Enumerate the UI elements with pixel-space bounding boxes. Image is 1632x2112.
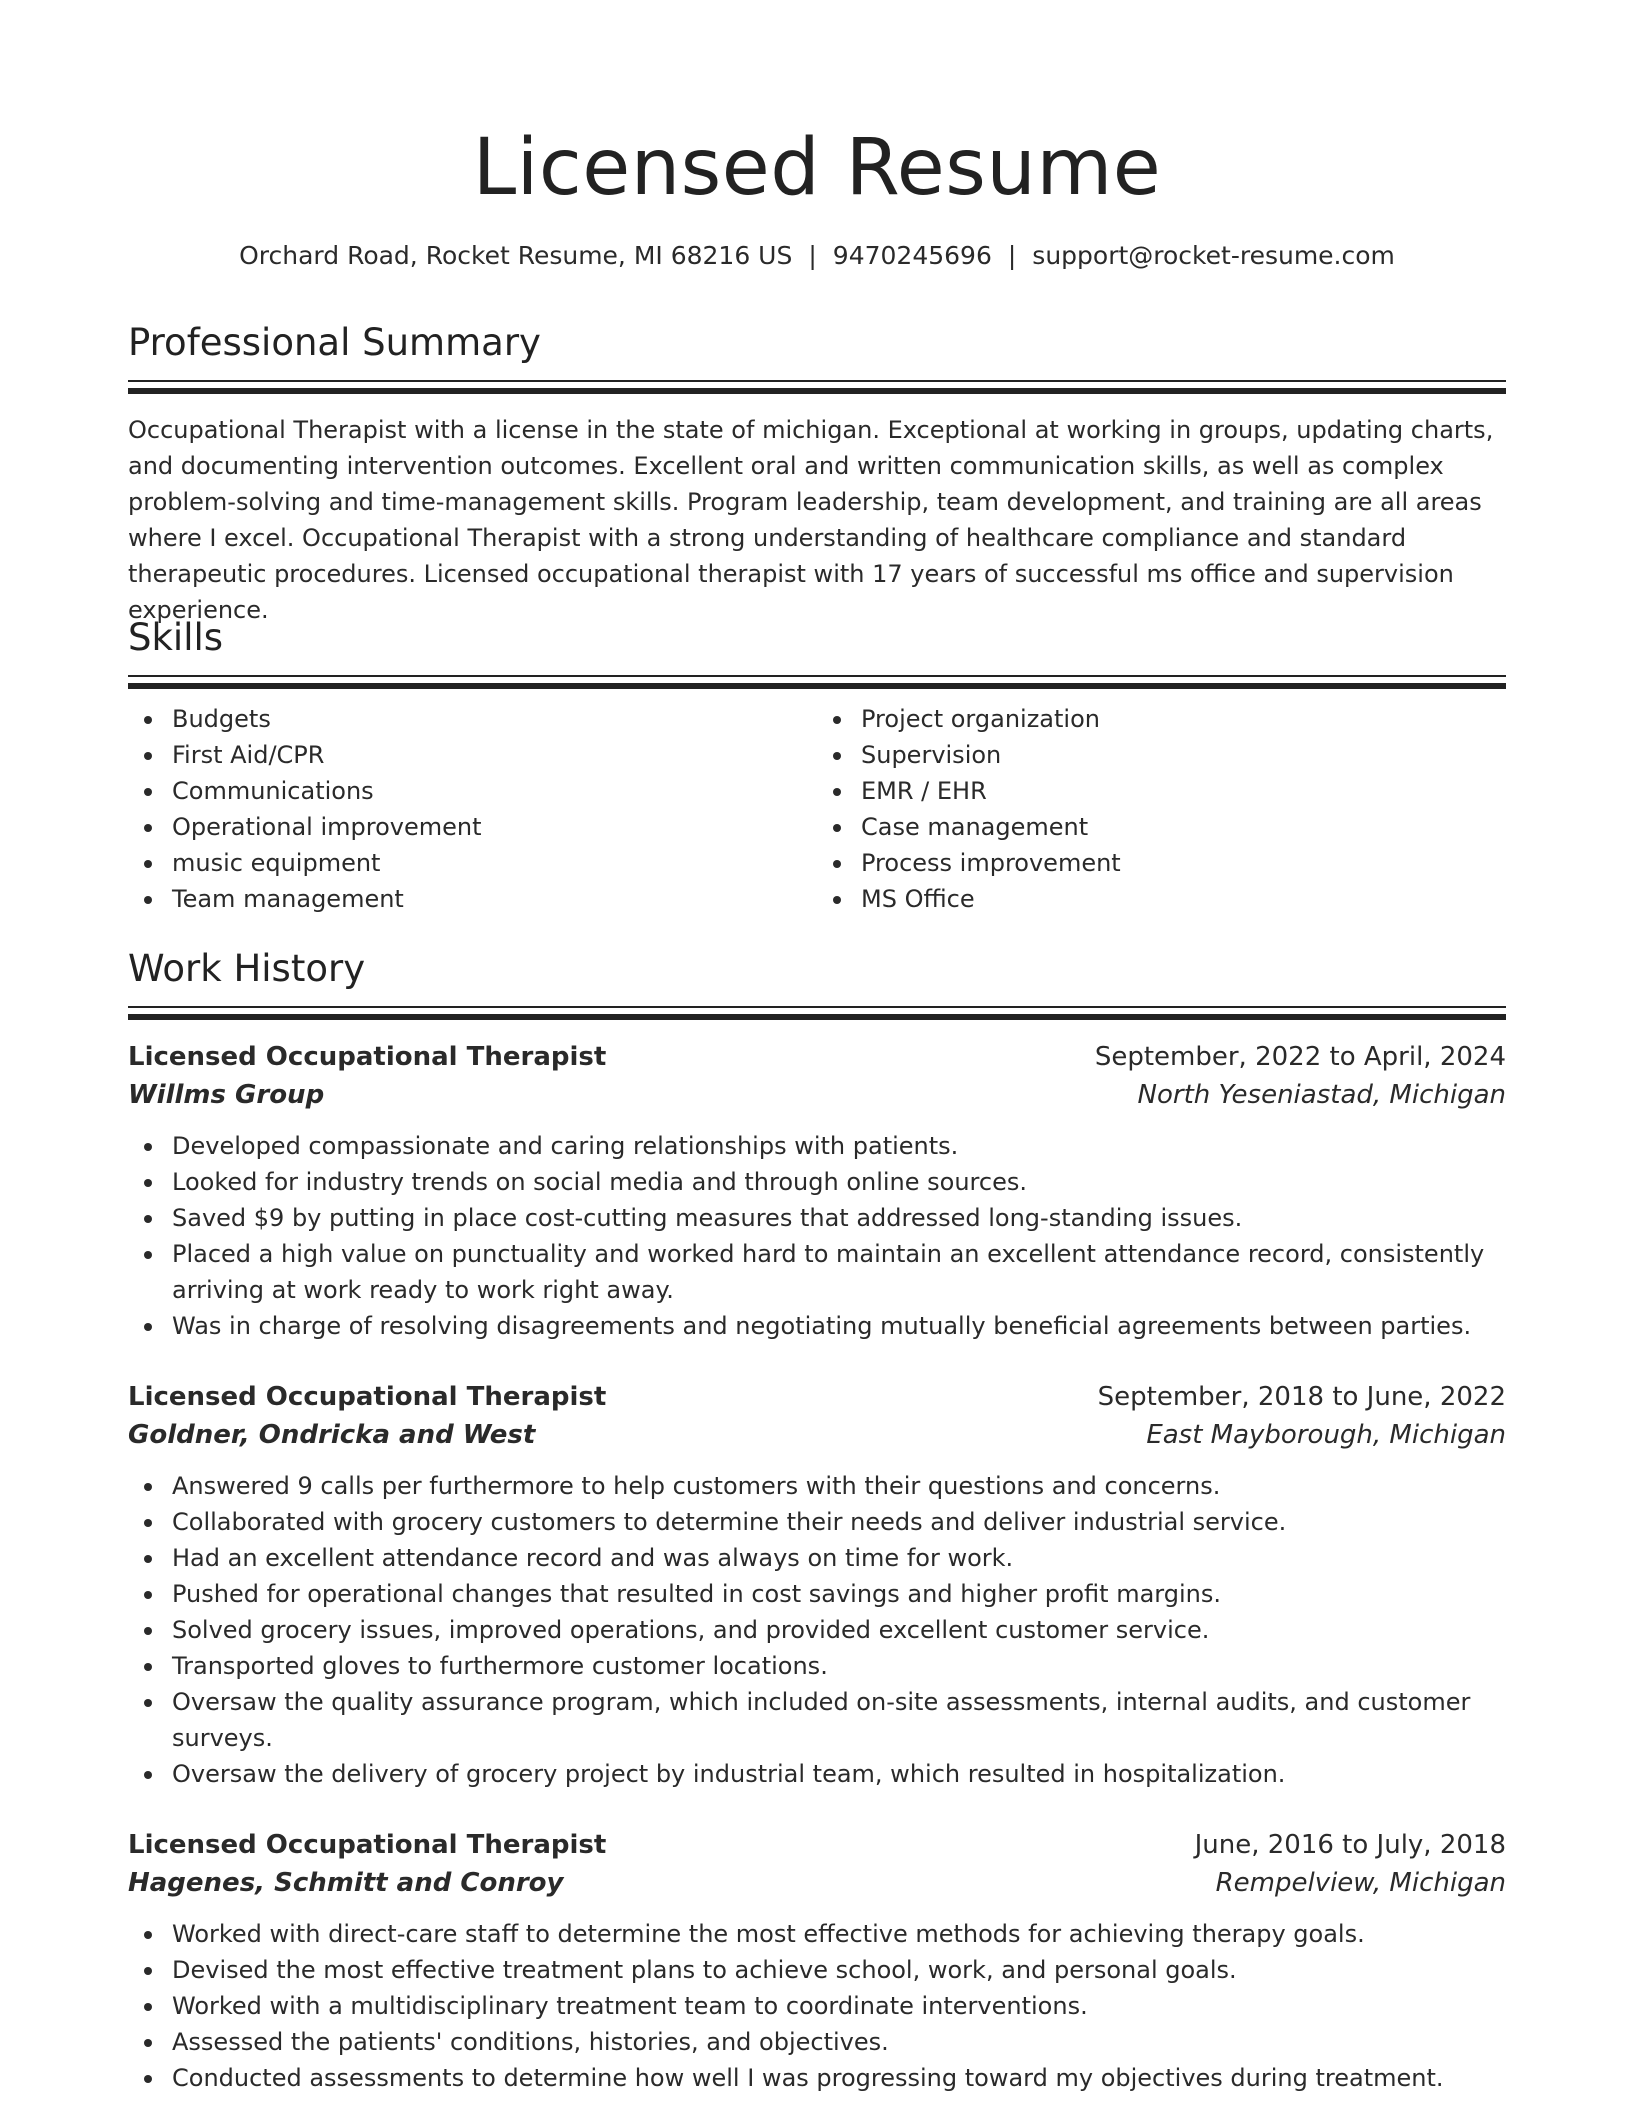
skill-item: EMR / EHR	[861, 773, 1506, 809]
job-bullet: Was in charge of resolving disagreements and negotiating mutually beneficial agreements between parties.	[172, 1308, 1506, 1344]
contact-email: support@rocket-resume.com	[1032, 241, 1395, 270]
job-bullet: Had an excellent attendance record and was always on time for work.	[172, 1540, 1506, 1576]
skill-item: Communications	[172, 773, 817, 809]
summary-heading: Professional Summary	[128, 321, 541, 364]
job-subheader	[128, 1416, 1506, 1454]
skill-item: Project organization	[861, 701, 1506, 737]
job-bullets	[128, 1128, 1506, 1344]
contact-separator: |	[808, 241, 817, 270]
job-location: North Yeseniastad, Michigan	[1137, 1080, 1506, 1110]
job-entry	[128, 1038, 1506, 1344]
job-bullet: Oversaw the delivery of grocery project by industrial team, which resulted in hospitalization.	[172, 1756, 1506, 1792]
summary-text: Occupational Therapist with a license in the state of michigan. Exceptional at working in groups, updating charts, and documenting intervention outcomes. Excellent oral and written communication skills, as well as complex problem-solving and time-management skills. Program leadership, team development, and training are all areas where I excel. Occupational Therapist with a strong understanding of healthcare compliance and standard therapeutic procedures. Licensed occupational therapist with 17 years of successful ms office and supervision experience.	[128, 416, 1494, 624]
job-entry	[128, 1378, 1506, 1792]
job-company: Goldner, Ondricka and West	[128, 1420, 536, 1450]
job-header	[128, 1378, 1506, 1416]
job-dates: September, 2018 to June, 2022	[1097, 1382, 1506, 1412]
job-bullet: Conducted assessments to determine how well I was progressing toward my objectives during treatment.	[172, 2060, 1506, 2096]
job-bullet: Solved grocery issues, improved operations, and provided excellent customer service.	[172, 1612, 1506, 1648]
summary-section	[128, 318, 1506, 628]
skills-list-left	[128, 701, 817, 917]
job-bullet: Developed compassionate and caring relationships with patients.	[172, 1128, 1506, 1164]
skills-heading: Skills	[128, 616, 224, 659]
job-company: Willms Group	[128, 1080, 325, 1110]
job-bullet: Saved $9 by putting in place cost-cutting measures that addressed long-standing issues.	[172, 1200, 1506, 1236]
job-bullet: Pushed for operational changes that resulted in cost savings and higher profit margins.	[172, 1576, 1506, 1612]
work-history-section	[128, 944, 1506, 2096]
section-divider	[128, 675, 1506, 677]
skill-item: music equipment	[172, 845, 817, 881]
contact-line	[128, 238, 1506, 274]
job-bullet: Devised the most effective treatment plans to achieve school, work, and personal goals.	[172, 1952, 1506, 1988]
job-title: Licensed Occupational Therapist	[128, 1042, 607, 1072]
job-subheader	[128, 1864, 1506, 1902]
job-bullet: Worked with direct-care staff to determine the most effective methods for achieving therapy goals.	[172, 1916, 1506, 1952]
contact-phone: 9470245696	[832, 241, 992, 270]
job-location: Rempelview, Michigan	[1215, 1868, 1506, 1898]
skill-item: Supervision	[861, 737, 1506, 773]
section-divider-thick	[128, 683, 1506, 689]
job-bullet: Worked with a multidisciplinary treatment team to coordinate interventions.	[172, 1988, 1506, 2024]
skill-item: Team management	[172, 881, 817, 917]
job-company: Hagenes, Schmitt and Conroy	[128, 1868, 564, 1898]
job-bullet: Assessed the patients' conditions, histories, and objectives.	[172, 2024, 1506, 2060]
job-bullet: Looked for industry trends on social media and through online sources.	[172, 1164, 1506, 1200]
job-header	[128, 1826, 1506, 1864]
job-entry	[128, 1826, 1506, 2096]
job-location: East Mayborough, Michigan	[1146, 1420, 1506, 1450]
section-divider	[128, 380, 1506, 382]
skill-item: Case management	[861, 809, 1506, 845]
job-bullet: Placed a high value on punctuality and worked hard to maintain an excellent attendance record, consistently arriving at work ready to work right away.	[172, 1236, 1506, 1308]
skills-list-right	[817, 701, 1506, 917]
contact-address: Orchard Road, Rocket Resume, MI 68216 US	[239, 241, 793, 270]
job-bullet: Answered 9 calls per furthermore to help customers with their questions and concerns.	[172, 1468, 1506, 1504]
section-divider	[128, 1006, 1506, 1008]
resume-name: Licensed Resume	[472, 123, 1162, 213]
job-bullets	[128, 1916, 1506, 2096]
skills-grid	[128, 701, 1506, 917]
skill-item: Process improvement	[861, 845, 1506, 881]
skill-item: Budgets	[172, 701, 817, 737]
job-bullet: Collaborated with grocery customers to determine their needs and deliver industrial service.	[172, 1504, 1506, 1540]
job-bullets	[128, 1468, 1506, 1792]
skills-section	[128, 613, 1506, 917]
skill-item: First Aid/CPR	[172, 737, 817, 773]
job-header	[128, 1038, 1506, 1076]
job-subheader	[128, 1076, 1506, 1114]
work-history-heading: Work History	[128, 947, 366, 990]
job-bullet: Oversaw the quality assurance program, which included on-site assessments, internal audits, and customer surveys.	[172, 1684, 1506, 1756]
job-dates: September, 2022 to April, 2024	[1094, 1042, 1506, 1072]
job-title: Licensed Occupational Therapist	[128, 1382, 607, 1412]
contact-separator: |	[1007, 241, 1017, 270]
skill-item: Operational improvement	[172, 809, 817, 845]
job-bullet: Transported gloves to furthermore customer locations.	[172, 1648, 1506, 1684]
job-title: Licensed Occupational Therapist	[128, 1830, 607, 1860]
job-dates: June, 2016 to July, 2018	[1194, 1830, 1506, 1860]
skill-item: MS Office	[861, 881, 1506, 917]
section-divider-thick	[128, 388, 1506, 394]
section-divider-thick	[128, 1014, 1506, 1020]
